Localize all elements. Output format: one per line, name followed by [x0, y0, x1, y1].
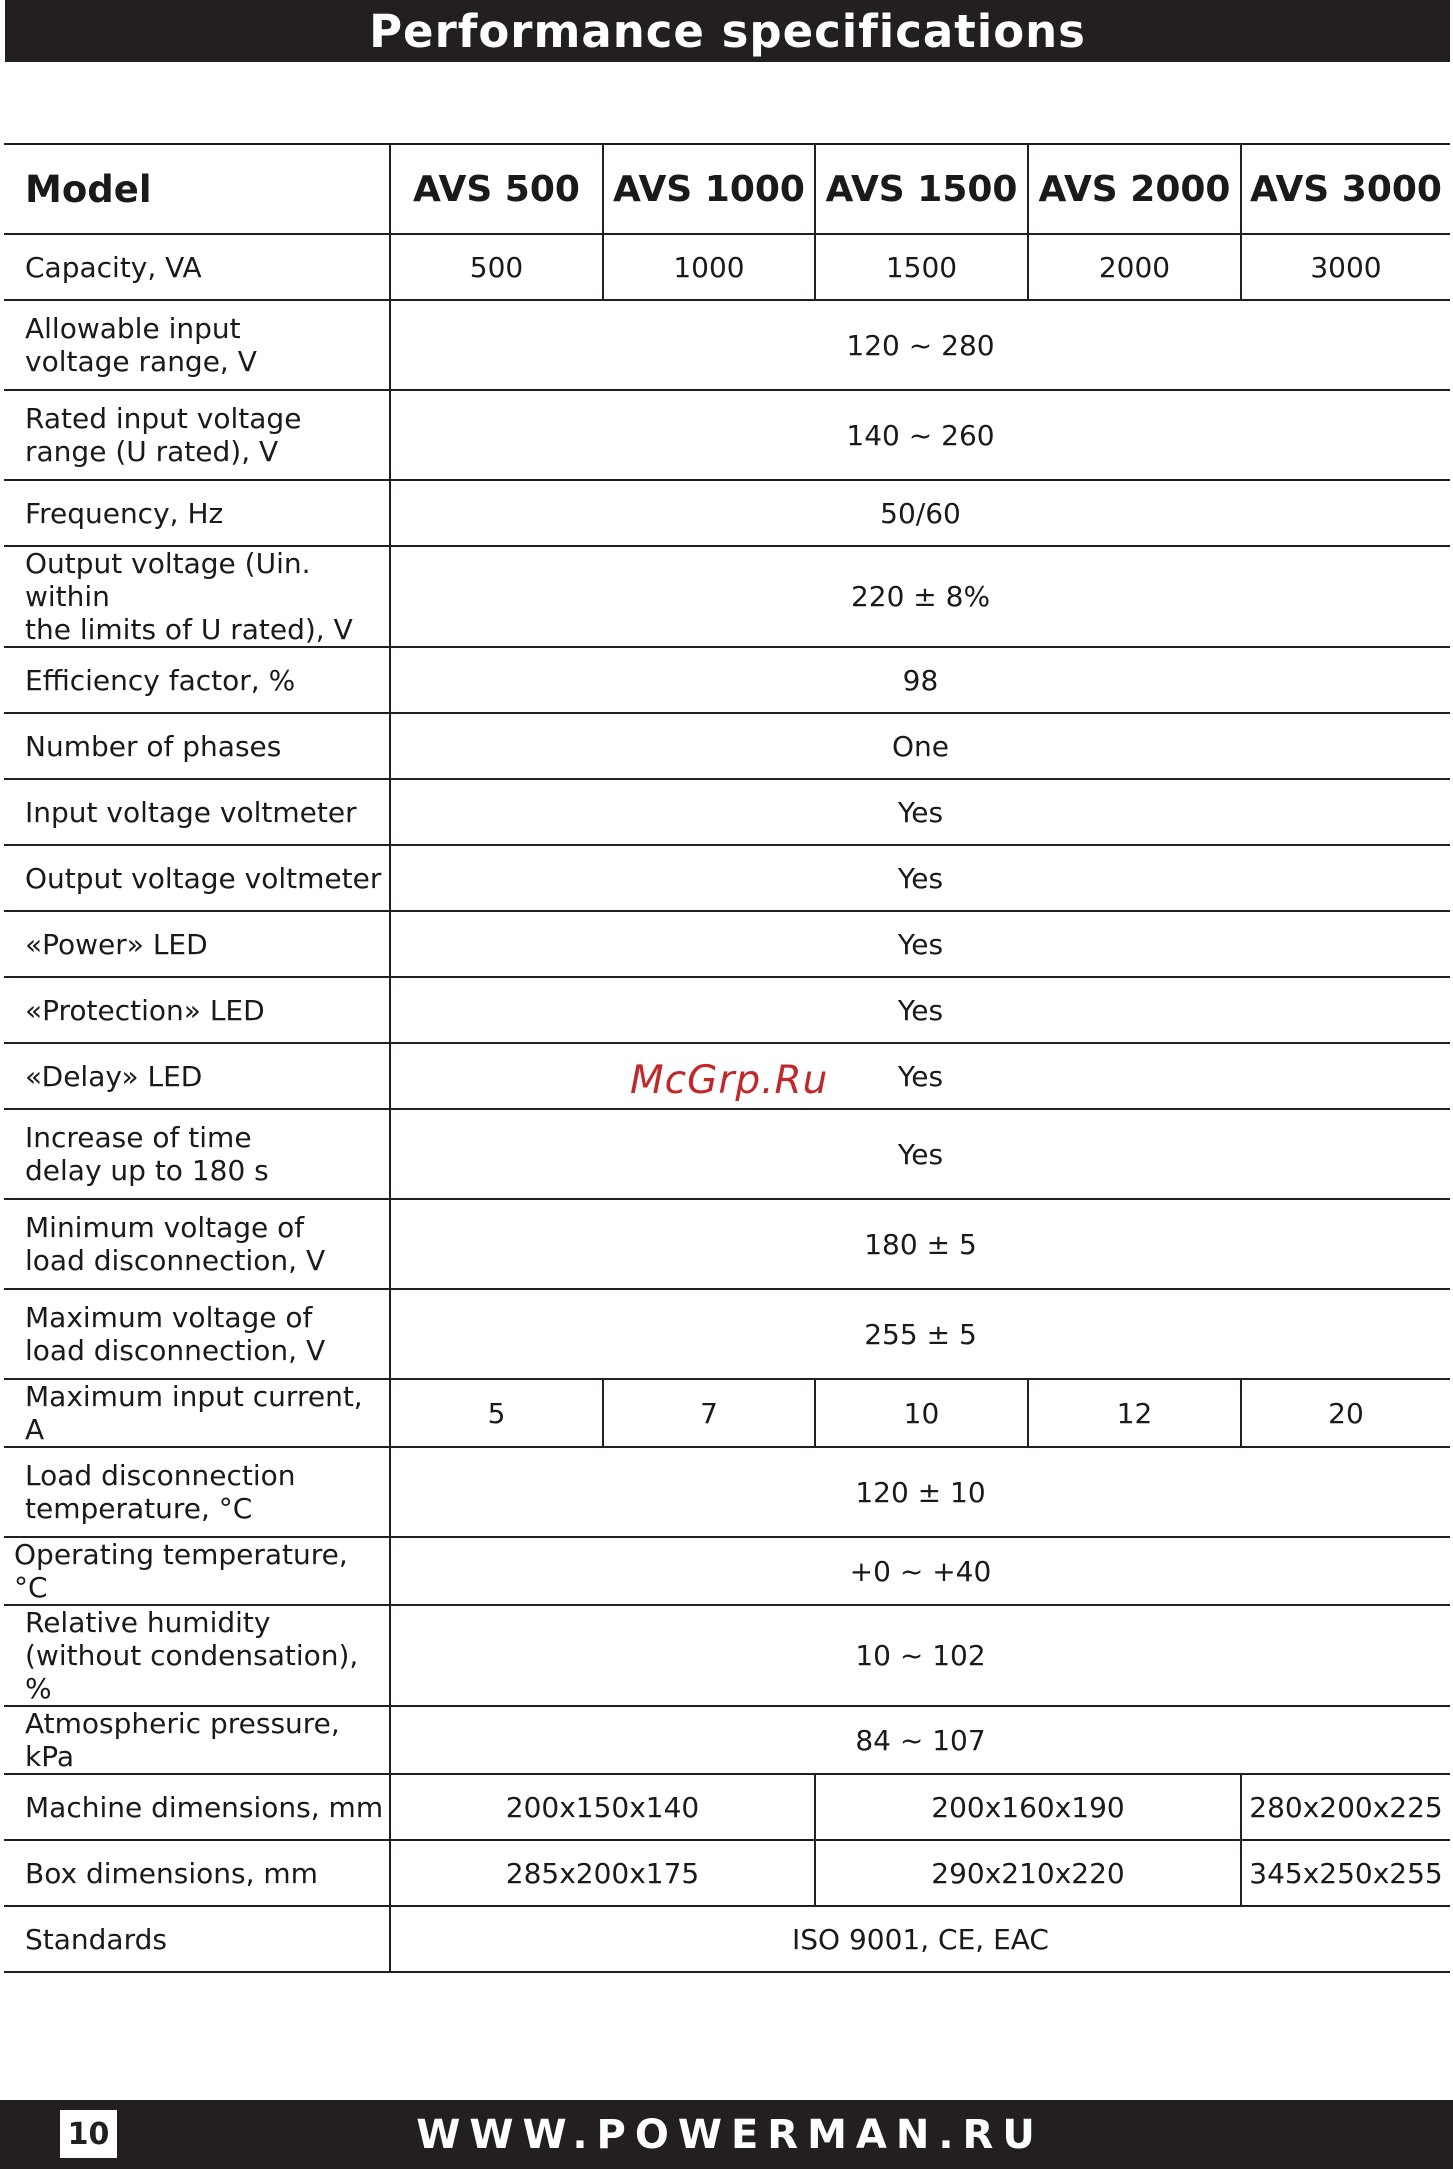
row-label: «Protection» LED	[4, 977, 390, 1043]
cell-value: 120 ~ 280	[390, 300, 1450, 390]
header-model: AVS 2000	[1028, 144, 1241, 234]
row-label: Load disconnection temperature, °C	[4, 1447, 390, 1537]
row-label: Increase of time delay up to 180 s	[4, 1109, 390, 1199]
cell-value: 10 ~ 102	[390, 1605, 1450, 1706]
table-row	[4, 779, 1450, 845]
table-row	[4, 546, 1450, 647]
cell-value: 98	[390, 647, 1450, 713]
row-label: «Delay» LED	[4, 1043, 390, 1109]
cell-value: 200x150x140	[390, 1774, 815, 1840]
row-label: Rated input voltage range (U rated), V	[4, 390, 390, 480]
row-label: Standards	[4, 1906, 390, 1972]
row-label: Minimum voltage of load disconnection, V	[4, 1199, 390, 1289]
cell-value: 200x160x190	[815, 1774, 1241, 1840]
cell-value: 500	[390, 234, 603, 300]
table-header-row	[4, 144, 1450, 234]
table-row	[4, 1706, 1450, 1774]
cell-value: 290x210x220	[815, 1840, 1241, 1906]
row-label: Atmospheric pressure, kPa	[4, 1706, 390, 1774]
footer-url: WWW.POWERMAN.RU	[416, 2111, 1044, 2158]
table-row	[4, 1840, 1450, 1906]
cell-value: 255 ± 5	[390, 1289, 1450, 1379]
cell-value: Yes	[390, 911, 1450, 977]
table-row	[4, 234, 1450, 300]
row-label: Number of phases	[4, 713, 390, 779]
table-row	[4, 911, 1450, 977]
cell-value: 1000	[603, 234, 815, 300]
row-label: Relative humidity (without condensation), %	[4, 1605, 390, 1706]
header-label: Model	[4, 144, 390, 234]
cell-value: 1500	[815, 234, 1028, 300]
row-label: Input voltage voltmeter	[4, 779, 390, 845]
table-row	[4, 647, 1450, 713]
page-title: Performance specifications	[369, 4, 1086, 58]
cell-value: ISO 9001, CE, EAC	[390, 1906, 1450, 1972]
table-row	[4, 390, 1450, 480]
table-row	[4, 1537, 1450, 1605]
cell-value: Yes	[390, 1043, 1450, 1109]
cell-value: 2000	[1028, 234, 1241, 300]
cell-value: Yes	[390, 845, 1450, 911]
row-label: Box dimensions, mm	[4, 1840, 390, 1906]
cell-value: 120 ± 10	[390, 1447, 1450, 1537]
cell-value: One	[390, 713, 1450, 779]
cell-value: 7	[603, 1379, 815, 1447]
cell-value: Yes	[390, 977, 1450, 1043]
cell-value: 140 ~ 260	[390, 390, 1450, 480]
table-row	[4, 977, 1450, 1043]
header-model: AVS 1000	[603, 144, 815, 234]
cell-value: Yes	[390, 1109, 1450, 1199]
cell-value: 20	[1241, 1379, 1450, 1447]
row-label: Output voltage (Uin. within the limits of U rated), V	[4, 546, 390, 647]
cell-value: 3000	[1241, 234, 1450, 300]
table-row	[4, 1289, 1450, 1379]
table-row	[4, 1605, 1450, 1706]
row-label: Efficiency factor, %	[4, 647, 390, 713]
table-row	[4, 1774, 1450, 1840]
watermark: McGrp.Ru	[630, 1058, 829, 1103]
header-model: AVS 1500	[815, 144, 1028, 234]
cell-value: 12	[1028, 1379, 1241, 1447]
table-row	[4, 1906, 1450, 1972]
header-model: AVS 500	[390, 144, 603, 234]
table-row	[4, 1379, 1450, 1447]
cell-value: +0 ~ +40	[390, 1537, 1450, 1605]
cell-value: 180 ± 5	[390, 1199, 1450, 1289]
cell-value: 5	[390, 1379, 603, 1447]
cell-value: 280x200x225	[1241, 1774, 1450, 1840]
table-row	[4, 1199, 1450, 1289]
table-row	[4, 480, 1450, 546]
cell-value: 50/60	[390, 480, 1450, 546]
cell-value: Yes	[390, 779, 1450, 845]
table-row	[4, 300, 1450, 390]
title-bar	[5, 0, 1450, 62]
row-label: Frequency, Hz	[4, 480, 390, 546]
header-model: AVS 3000	[1241, 144, 1450, 234]
table-row	[4, 713, 1450, 779]
page-number: 10	[60, 2110, 117, 2158]
cell-value: 345x250x255	[1241, 1840, 1450, 1906]
row-label: Operating temperature, °C	[4, 1537, 390, 1605]
table-row	[4, 1109, 1450, 1199]
row-label: «Power» LED	[4, 911, 390, 977]
table-row	[4, 1447, 1450, 1537]
cell-value: 220 ± 8%	[390, 546, 1450, 647]
table-row	[4, 845, 1450, 911]
row-label: Maximum voltage of load disconnection, V	[4, 1289, 390, 1379]
cell-value: 285x200x175	[390, 1840, 815, 1906]
row-label: Machine dimensions, mm	[4, 1774, 390, 1840]
row-label: Capacity, VA	[4, 234, 390, 300]
row-label: Maximum input current, A	[4, 1379, 390, 1447]
row-label: Output voltage voltmeter	[4, 845, 390, 911]
cell-value: 10	[815, 1379, 1028, 1447]
row-label: Allowable input voltage range, V	[4, 300, 390, 390]
cell-value: 84 ~ 107	[390, 1706, 1450, 1774]
